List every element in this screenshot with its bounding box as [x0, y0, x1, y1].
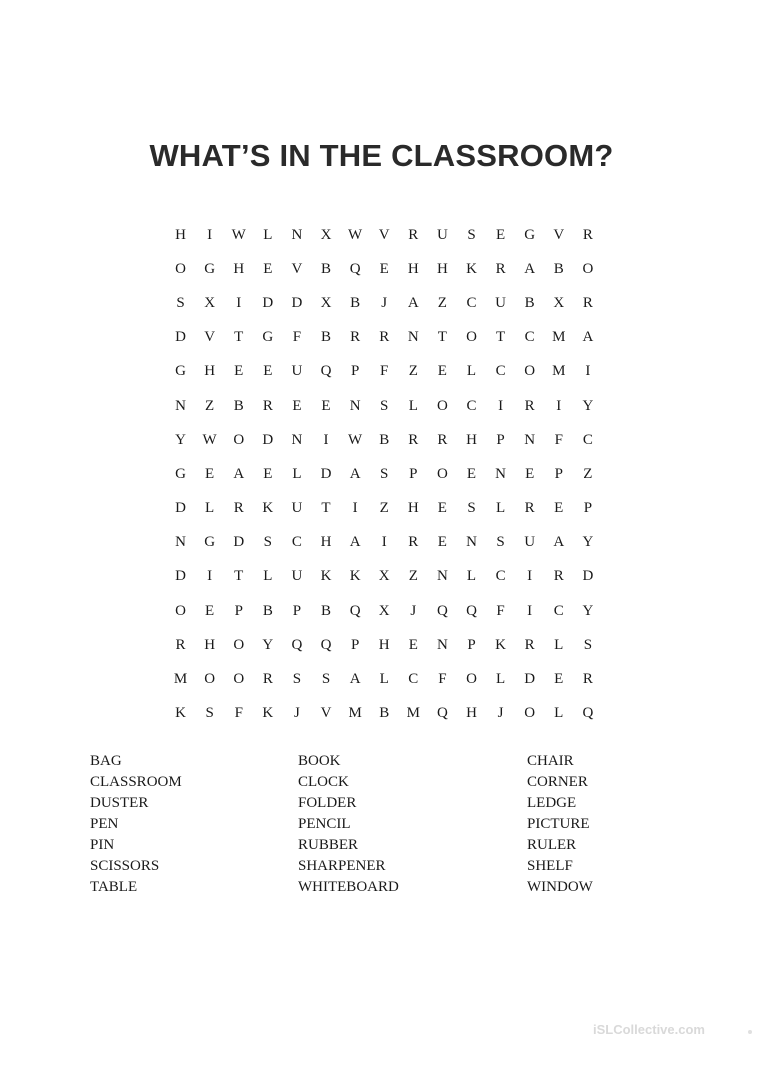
grid-row: [166, 662, 602, 696]
grid-letter: I: [498, 397, 504, 414]
grid-letter: R: [524, 500, 535, 517]
grid-letter: R: [582, 294, 593, 311]
grid-letter: E: [205, 602, 215, 619]
grid-letter: C: [466, 397, 477, 414]
grid-letter: Z: [408, 363, 418, 380]
grid-letter: P: [350, 636, 360, 653]
grid-letter: U: [495, 294, 506, 311]
grid-letter: R: [495, 260, 506, 277]
grid-letter: R: [262, 397, 273, 414]
grid-letter: K: [262, 500, 274, 517]
word-item: CLOCK: [298, 774, 349, 790]
grid-letter: D: [175, 568, 186, 585]
grid-letter: X: [553, 294, 565, 311]
grid-letter: S: [176, 294, 185, 311]
word-item: LEDGE: [527, 795, 577, 811]
grid-letter: A: [407, 294, 419, 311]
grid-letter: S: [380, 465, 389, 482]
grid-letter: I: [556, 397, 562, 414]
grid-letter: I: [352, 500, 358, 517]
grid-letter: S: [496, 534, 505, 551]
grid-letter: C: [553, 602, 564, 619]
grid-letter: I: [527, 568, 533, 585]
grid-letter: P: [583, 500, 593, 517]
grid-letter: L: [466, 568, 477, 585]
grid-letter: H: [407, 260, 419, 277]
grid-row: [166, 321, 602, 355]
grid-letter: P: [467, 636, 476, 653]
word-item: PICTURE: [527, 816, 590, 832]
page-title: WHAT’S IN THE CLASSROOM?: [149, 138, 614, 173]
grid-letter: G: [204, 534, 216, 551]
grid-letter: F: [292, 329, 302, 346]
grid-letter: C: [524, 329, 535, 346]
grid-letter: F: [496, 602, 505, 619]
grid-letter: F: [438, 671, 447, 688]
grid-letter: E: [263, 260, 273, 277]
grid-letter: B: [379, 705, 390, 722]
grid-letter: Q: [349, 260, 361, 277]
grid-letter: H: [233, 260, 245, 277]
grid-letter: I: [207, 226, 213, 243]
grid-letter: R: [553, 568, 564, 585]
grid-letter: O: [175, 260, 186, 277]
grid-letter: Y: [582, 602, 594, 619]
grid-letter: N: [407, 329, 419, 346]
grid-row: [166, 526, 602, 560]
grid-letter: C: [582, 431, 593, 448]
grid-letter: V: [204, 329, 216, 346]
grid-letter: B: [233, 397, 244, 414]
grid-letter: E: [234, 363, 244, 380]
grid-letter: E: [525, 465, 535, 482]
grid-letter: B: [524, 294, 535, 311]
grid-letter: R: [582, 226, 593, 243]
grid-letter: W: [202, 431, 217, 448]
grid-letter: F: [234, 705, 243, 722]
grid-letter: L: [495, 500, 506, 517]
grid-letter: L: [408, 397, 418, 414]
grid-letter: N: [291, 431, 303, 448]
word-item: RULER: [527, 837, 577, 853]
grid-letter: R: [524, 397, 535, 414]
grid-letter: P: [554, 465, 563, 482]
grid-letter: T: [437, 329, 447, 346]
grid-letter: H: [407, 500, 419, 517]
grid-letter: O: [204, 671, 216, 688]
grid-letter: L: [554, 705, 564, 722]
grid-letter: B: [379, 431, 390, 448]
grid-letter: H: [175, 226, 186, 243]
grid-letter: Q: [320, 636, 332, 653]
grid-letter: S: [467, 500, 476, 517]
grid-letter: U: [291, 500, 303, 517]
grid-letter: Q: [436, 705, 448, 722]
grid-letter: B: [321, 329, 332, 346]
grid-letter: D: [582, 568, 594, 585]
grid-letter: D: [175, 329, 186, 346]
word-item: WINDOW: [527, 879, 593, 895]
grid-letter: Q: [349, 602, 361, 619]
grid-letter: M: [552, 363, 566, 380]
word-item: PIN: [90, 837, 115, 853]
word-item: RUBBER: [298, 837, 359, 853]
grid-letter: I: [381, 534, 387, 551]
grid-letter: K: [466, 260, 477, 277]
grid-letter: V: [291, 260, 303, 277]
grid-letter: G: [524, 226, 536, 243]
word-item: DUSTER: [90, 795, 149, 811]
grid-letter: N: [175, 534, 186, 551]
grid-letter: M: [406, 705, 420, 722]
grid-letter: R: [379, 329, 390, 346]
grid-letter: X: [204, 294, 216, 311]
word-item: BOOK: [298, 753, 341, 769]
grid-letter: C: [466, 294, 477, 311]
grid-letter: U: [524, 534, 536, 551]
grid-letter: U: [436, 226, 448, 243]
watermark: iSLCollective.com: [593, 1022, 705, 1037]
grid-letter: H: [436, 260, 448, 277]
grid-letter: R: [408, 534, 419, 551]
grid-letter: L: [554, 636, 564, 653]
grid-letter: B: [321, 260, 332, 277]
grid-letter: N: [524, 431, 536, 448]
grid-letter: J: [381, 294, 388, 311]
word-column: [527, 751, 593, 898]
grid-letter: W: [348, 431, 363, 448]
grid-letter: R: [437, 431, 448, 448]
word-item: FOLDER: [298, 795, 357, 811]
grid-letter: D: [233, 534, 245, 551]
grid-letter: A: [582, 329, 594, 346]
grid-letter: H: [204, 636, 216, 653]
grid-letter: R: [408, 431, 419, 448]
grid-letter: K: [320, 568, 332, 585]
grid-letter: G: [262, 329, 274, 346]
grid-letter: T: [234, 568, 244, 585]
grid-letter: G: [175, 465, 186, 482]
grid-letter: L: [379, 671, 389, 688]
grid-letter: D: [524, 671, 536, 688]
grid-letter: C: [408, 671, 419, 688]
grid-letter: S: [263, 534, 272, 551]
word-item: SCISSORS: [90, 858, 160, 874]
grid-letter: X: [378, 568, 390, 585]
grid-row: [166, 594, 602, 628]
word-item: SHELF: [527, 858, 573, 874]
grid-letter: H: [466, 705, 477, 722]
word-list: [0, 751, 763, 901]
grid-letter: L: [205, 500, 215, 517]
grid-letter: L: [466, 363, 477, 380]
grid-letter: L: [495, 671, 506, 688]
word-item: CHAIR: [527, 753, 574, 769]
grid-letter: L: [263, 568, 273, 585]
word-item: CORNER: [527, 774, 588, 790]
grid-letter: N: [436, 636, 448, 653]
grid-row: [166, 697, 602, 731]
grid-row: [166, 423, 602, 457]
grid-letter: Q: [466, 602, 477, 619]
grid-row: [166, 252, 602, 286]
grid-letter: I: [207, 568, 213, 585]
grid-letter: E: [554, 500, 564, 517]
grid-letter: R: [524, 636, 535, 653]
grid-letter: H: [320, 534, 332, 551]
grid-letter: O: [524, 705, 536, 722]
word-item: BAG: [90, 753, 122, 769]
grid-letter: D: [320, 465, 332, 482]
grid-letter: P: [292, 602, 302, 619]
grid-letter: K: [175, 705, 186, 722]
grid-letter: O: [524, 363, 536, 380]
grid-letter: N: [175, 397, 186, 414]
grid-letter: I: [236, 294, 242, 311]
grid-letter: R: [262, 671, 273, 688]
grid-letter: X: [320, 294, 332, 311]
grid-letter: B: [321, 602, 332, 619]
grid-letter: E: [263, 465, 273, 482]
grid-letter: S: [321, 671, 331, 688]
grid-letter: P: [496, 431, 505, 448]
grid-letter: S: [380, 397, 389, 414]
grid-letter: R: [175, 636, 186, 653]
grid-letter: L: [292, 465, 302, 482]
grid-letter: W: [231, 226, 246, 243]
grid-row: [166, 457, 602, 491]
word-item: WHITEBOARD: [298, 879, 399, 895]
grid-letter: Q: [436, 602, 448, 619]
word-column: [298, 751, 399, 898]
grid-letter: T: [234, 329, 244, 346]
grid-letter: Z: [408, 568, 418, 585]
grid-letter: S: [205, 705, 214, 722]
grid-letter: T: [321, 500, 331, 517]
grid-letter: E: [466, 465, 477, 482]
grid-row: [166, 286, 602, 320]
grid-letter: Z: [379, 500, 389, 517]
grid-letter: E: [437, 500, 447, 517]
word-item: PEN: [90, 816, 119, 832]
grid-letter: A: [553, 534, 565, 551]
grid-letter: E: [321, 397, 331, 414]
grid-letter: E: [379, 260, 389, 277]
grid-letter: D: [175, 500, 186, 517]
grid-letter: F: [554, 431, 563, 448]
grid-letter: K: [349, 568, 361, 585]
grid-letter: O: [466, 329, 477, 346]
grid-letter: A: [349, 465, 361, 482]
grid-letter: N: [466, 534, 477, 551]
grid-letter: U: [291, 568, 303, 585]
grid-letter: P: [234, 602, 243, 619]
grid-letter: B: [350, 294, 361, 311]
word-column: [90, 751, 182, 898]
grid-letter: D: [291, 294, 303, 311]
grid-letter: F: [380, 363, 389, 380]
grid-row: [166, 628, 602, 662]
grid-letter: C: [291, 534, 302, 551]
grid-letter: N: [349, 397, 361, 414]
grid-letter: C: [495, 363, 506, 380]
grid-letter: O: [466, 671, 477, 688]
grid-letter: U: [291, 363, 303, 380]
grid-letter: K: [262, 705, 274, 722]
word-item: SHARPENER: [298, 858, 386, 874]
grid-letter: B: [262, 602, 273, 619]
grid-letter: O: [582, 260, 594, 277]
grid-letter: E: [408, 636, 418, 653]
grid-row: [166, 218, 602, 252]
grid-letter: O: [175, 602, 186, 619]
grid-letter: M: [173, 671, 188, 688]
grid-letter: Z: [583, 465, 593, 482]
grid-letter: E: [495, 226, 506, 243]
grid-letter: E: [437, 534, 447, 551]
grid-letter: D: [262, 294, 274, 311]
grid-letter: G: [175, 363, 186, 380]
grid-row: [166, 355, 602, 389]
grid-letter: A: [349, 671, 361, 688]
grid-letter: V: [378, 226, 390, 243]
grid-letter: Y: [262, 636, 274, 653]
grid-letter: O: [233, 431, 245, 448]
word-search-grid: [166, 218, 602, 731]
grid-letter: N: [495, 465, 506, 482]
grid-letter: H: [204, 363, 216, 380]
grid-letter: E: [437, 363, 447, 380]
grid-letter: V: [553, 226, 565, 243]
grid-letter: Q: [320, 363, 332, 380]
grid-letter: B: [553, 260, 564, 277]
grid-letter: V: [320, 705, 332, 722]
grid-letter: Y: [582, 397, 594, 414]
grid-letter: Y: [175, 431, 186, 448]
grid-letter: I: [323, 431, 329, 448]
grid-letter: H: [378, 636, 390, 653]
grid-row: [166, 389, 602, 423]
grid-letter: S: [583, 636, 593, 653]
grid-letter: Q: [291, 636, 303, 653]
grid-letter: I: [527, 602, 533, 619]
grid-letter: M: [552, 329, 566, 346]
grid-letter: Y: [582, 534, 594, 551]
grid-letter: T: [495, 329, 506, 346]
grid-letter: R: [350, 329, 361, 346]
grid-letter: G: [204, 260, 216, 277]
grid-letter: H: [466, 431, 477, 448]
grid-letter: M: [348, 705, 362, 722]
grid-letter: O: [436, 397, 448, 414]
grid-letter: X: [378, 602, 390, 619]
grid-letter: C: [495, 568, 506, 585]
grid-letter: N: [436, 568, 448, 585]
grid-letter: R: [408, 226, 419, 243]
grid-letter: J: [410, 602, 417, 619]
grid-letter: A: [524, 260, 536, 277]
grid-letter: O: [233, 636, 245, 653]
grid-letter: A: [349, 534, 361, 551]
grid-letter: J: [497, 705, 504, 722]
grid-letter: Q: [582, 705, 594, 722]
word-item: PENCIL: [298, 816, 351, 832]
grid-letter: O: [436, 465, 448, 482]
grid-letter: E: [554, 671, 564, 688]
grid-letter: D: [262, 431, 274, 448]
grid-letter: O: [233, 671, 245, 688]
grid-letter: R: [582, 671, 593, 688]
grid-letter: Z: [205, 397, 215, 414]
grid-letter: R: [233, 500, 244, 517]
grid-letter: W: [348, 226, 363, 243]
grid-letter: A: [233, 465, 245, 482]
grid-letter: E: [205, 465, 215, 482]
grid-letter: I: [585, 363, 591, 380]
grid-letter: K: [495, 636, 506, 653]
grid-row: [166, 560, 602, 594]
grid-letter: P: [409, 465, 418, 482]
grid-letter: S: [292, 671, 302, 688]
grid-letter: L: [263, 226, 273, 243]
word-item: TABLE: [90, 879, 138, 895]
grid-letter: J: [294, 705, 300, 722]
grid-letter: X: [320, 226, 332, 243]
grid-letter: N: [291, 226, 303, 243]
grid-row: [166, 492, 602, 526]
grid-letter: E: [263, 363, 273, 380]
word-item: CLASSROOM: [90, 774, 182, 790]
grid-letter: S: [467, 226, 476, 243]
grid-letter: P: [350, 363, 360, 380]
grid-letter: Z: [437, 294, 447, 311]
grid-letter: E: [292, 397, 302, 414]
watermark-dot: [748, 1030, 752, 1034]
